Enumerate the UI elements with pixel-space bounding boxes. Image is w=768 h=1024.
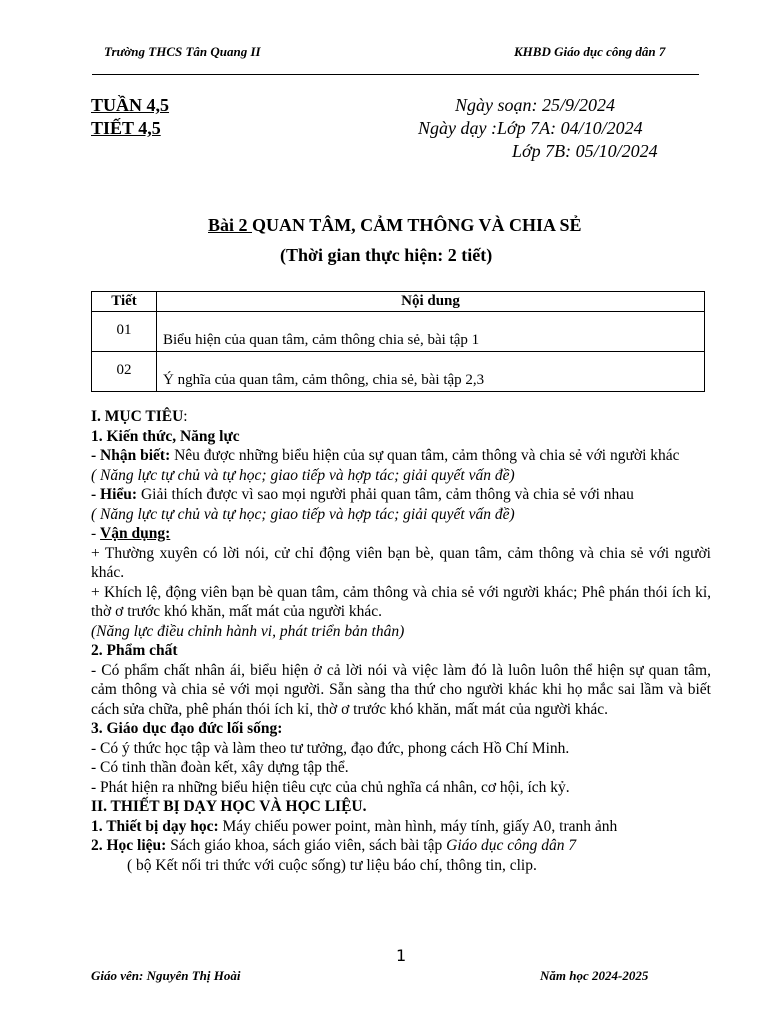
header-subject: KHBD Giáo dục công dân 7: [514, 44, 666, 59]
label-understand: Hiểu:: [100, 486, 138, 503]
footer-year: Năm học 2024-2025: [540, 968, 649, 983]
competency-note: ( Năng lực tự chủ và tự học; giao tiếp và hợp tác; giải quyết vấn đề): [91, 466, 515, 484]
ethics-item: - Phát hiện ra những biểu hiện tiêu cực của chủ nghĩa cá nhân, cơ hội, ích kỷ.: [91, 778, 570, 796]
header-school: Trường THCS Tân Quang II: [104, 44, 261, 59]
table-cell-period: 02: [92, 352, 157, 392]
table-header-period: Tiết: [92, 292, 157, 312]
ethics-item: - Có tinh thần đoàn kết, xây dựng tập thể.: [91, 759, 349, 776]
footer-teacher: Giáo vên: Nguyên Thị Hoài: [91, 968, 241, 983]
subsection-qualities: 2. Phẩm chất: [91, 642, 178, 659]
paragraph-apply: [91, 524, 711, 544]
section-objectives: [91, 407, 711, 427]
competency-note: (Năng lực điều chỉnh hành vi, phát triển bản thân): [91, 622, 405, 640]
text-recognize: Nêu được những biểu hiện của sự quan tâm, cảm thông và chia sẻ với người khác: [170, 447, 680, 464]
lesson-label: Bài 2: [208, 215, 253, 235]
ethics-item: - Có ý thức học tập và làm theo tư tưởng, đạo đức, phong cách Hồ Chí Minh.: [91, 739, 570, 757]
lesson-body: [91, 407, 711, 875]
lesson-title: [208, 215, 582, 236]
label-apply: Vận dụng:: [100, 525, 171, 542]
table-cell-content: Ý nghĩa của quan tâm, cảm thông, chia sẻ, bài tập 2,3: [157, 352, 705, 392]
paragraph-materials: [91, 836, 711, 856]
text-equipment: Máy chiếu power point, màn hình, máy tính, giấy A0, tranh ảnh: [218, 817, 618, 835]
period-label: TIẾT 4,5: [91, 118, 161, 138]
label-equipment: 1. Thiết bị dạy học:: [91, 817, 219, 835]
dash: -: [91, 486, 101, 503]
paragraph-equipment: [91, 817, 711, 837]
table-row: [92, 312, 705, 352]
header-rule: [92, 74, 699, 75]
table-header-content: Nội dung: [157, 292, 705, 312]
table-cell-period: 01: [92, 312, 157, 352]
teach-date-7b: Lớp 7B: 05/10/2024: [512, 141, 658, 161]
apply-item: + Khích lệ, động viên bạn bè quan tâm, cảm thông và chia sẻ với người khác; Phê phán thói ích kỉ, thờ ơ trước khó khăn, mất mát của người khác.: [91, 583, 711, 620]
lesson-name: QUAN TÂM, CẢM THÔNG VÀ CHIA SẺ: [252, 215, 582, 235]
lesson-plan-table: [91, 291, 705, 392]
prep-date: Ngày soạn: 25/9/2024: [455, 95, 615, 115]
table-cell-content: Biểu hiện của quan tâm, cảm thông chia sẻ, bài tập 1: [157, 312, 705, 352]
paragraph-qualities: - Có phẩm chất nhân ái, biểu hiện ở cả lời nói và việc làm đó là luôn luôn thể hiện sự quan tâm, cảm thông và chia sẻ với mọi người. Sẵn sàng tha thứ cho người khác khi họ mắc sai lầm và biết cách sửa chữa, phê phán thói ích kỉ, thờ ơ trước khó khăn, mất mát của người khác.: [91, 661, 711, 718]
paragraph-understand: [91, 485, 711, 505]
text-materials: Sách giáo khoa, sách giáo viên, sách bài tập: [166, 837, 447, 854]
section-heading: I. MỤC TIÊU: [91, 408, 184, 425]
dash: -: [91, 525, 101, 542]
page-number: 1: [396, 946, 407, 965]
teach-date-7a: Ngày dạy :Lớp 7A: 04/10/2024: [418, 118, 643, 138]
paragraph-recognize: [91, 446, 711, 466]
table-row: [92, 352, 705, 392]
apply-item: + Thường xuyên có lời nói, cử chỉ động viên bạn bè, quan tâm, cảm thông và chia sẻ với người khác.: [91, 544, 711, 581]
competency-note: ( Năng lực tự chủ và tự học; giao tiếp và hợp tác; giải quyết vấn đề): [91, 505, 515, 523]
text-understand: Giải thích được vì sao mọi người phải quan tâm, cảm thông và chia sẻ với nhau: [137, 486, 634, 503]
lesson-duration: (Thời gian thực hiện: 2 tiết): [280, 245, 493, 265]
book-title: Giáo dục công dân 7: [446, 837, 577, 854]
subsection-ethics: 3. Giáo dục đạo đức lối sống:: [91, 720, 283, 737]
subsection-knowledge: 1. Kiến thức, Năng lực: [91, 427, 240, 445]
paragraph-materials-cont: ( bộ Kết nối tri thức với cuộc sống) tư liệu báo chí, thông tin, clip.: [127, 856, 537, 874]
colon: :: [183, 408, 188, 425]
week-label: TUẦN 4,5: [91, 95, 170, 115]
label-materials: 2. Học liệu:: [91, 837, 167, 854]
label-recognize: - Nhận biết:: [91, 447, 171, 464]
section-equipment: II. THIẾT BỊ DẠY HỌC VÀ HỌC LIỆU.: [91, 798, 367, 815]
table-header-row: [92, 292, 705, 312]
